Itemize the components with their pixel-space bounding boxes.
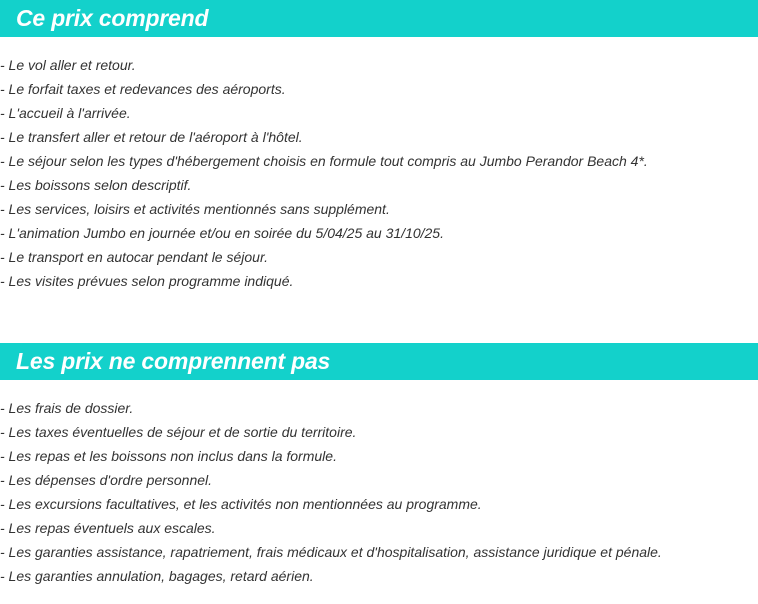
list-item: - Les excursions facultatives, et les activités non mentionnées au programme. [0, 496, 482, 512]
list-item: - Le vol aller et retour. [0, 57, 136, 73]
section-price-includes [0, 0, 758, 293]
list-item: - Le transport en autocar pendant le séjour. [0, 249, 268, 265]
included-items-list [0, 53, 758, 293]
list-item: - L'animation Jumbo en journée et/ou en soirée du 5/04/25 au 31/10/25. [0, 225, 444, 241]
section-header-includes [0, 0, 758, 37]
list-item: - Les boissons selon descriptif. [0, 177, 192, 193]
list-item: - Les garanties annulation, bagages, retard aérien. [0, 568, 314, 584]
section-header-excludes [0, 343, 758, 380]
list-item: - Les repas et les boissons non inclus dans la formule. [0, 448, 337, 464]
section-price-excludes [0, 343, 758, 588]
list-item: - Les services, loisirs et activités mentionnés sans supplément. [0, 201, 390, 217]
section-title-excludes: Les prix ne comprennent pas [16, 348, 331, 374]
list-item: - Les garanties assistance, rapatriement, frais médicaux et d'hospitalisation, assistance juridique et pénale. [0, 544, 662, 560]
list-item: - Les repas éventuels aux escales. [0, 520, 216, 536]
list-item: - Les frais de dossier. [0, 400, 134, 416]
list-item: - Les dépenses d'ordre personnel. [0, 472, 213, 488]
list-item: - Les taxes éventuelles de séjour et de sortie du territoire. [0, 424, 357, 440]
list-item: - Le séjour selon les types d'hébergement choisis en formule tout compris au Jumbo Perandor Beach 4*. [0, 153, 648, 169]
list-item: - Les visites prévues selon programme indiqué. [0, 273, 294, 289]
list-item: - L'accueil à l'arrivée. [0, 105, 131, 121]
section-title-includes: Ce prix comprend [16, 5, 209, 31]
excluded-items-list [0, 396, 758, 588]
list-item: - Le transfert aller et retour de l'aéroport à l'hôtel. [0, 129, 303, 145]
list-item: - Le forfait taxes et redevances des aéroports. [0, 81, 286, 97]
